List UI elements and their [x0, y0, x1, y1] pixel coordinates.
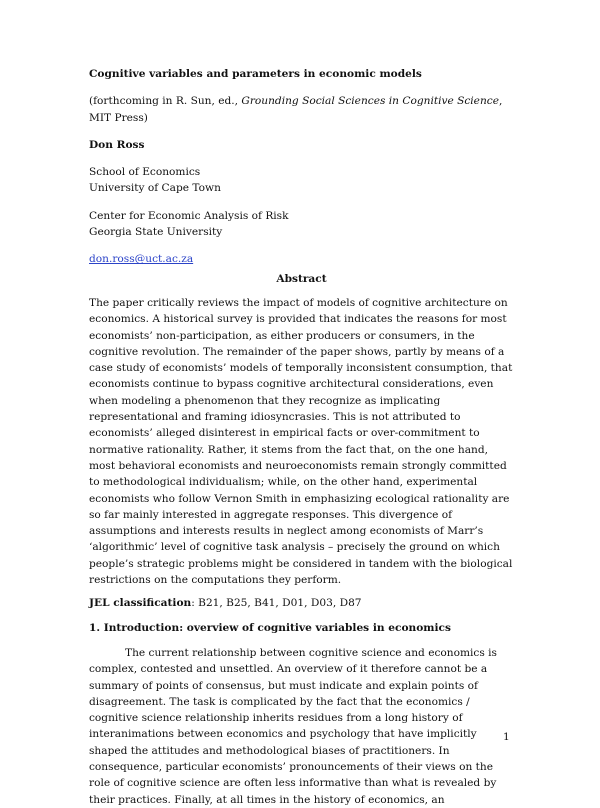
forthcoming-note — [89, 93, 514, 126]
page-content — [89, 66, 514, 808]
jel-label: JEL classification — [89, 597, 192, 610]
abstract-heading: Abstract — [276, 272, 327, 285]
affiliation-uct — [89, 164, 514, 197]
affiliation-uct-line1: School of Economics — [89, 166, 201, 179]
book-title: Grounding Social Sciences in Cognitive Science — [241, 95, 499, 108]
author-email-link[interactable]: don.ross@uct.ac.za — [89, 253, 194, 266]
jel-classification — [89, 595, 514, 611]
author-name: Don Ross — [89, 138, 145, 151]
abstract-text: The paper critically reviews the impact of models of cognitive architecture on economics. A historical survey is provided that indicates the reasons for most economists’ non-participation, as either producers or consumers, in the cognitive revolution. The remainder of the paper shows, partly by means of a case study of economists’ models of temporally inconsistent consumption, that economists continue to bypass cognitive architectural considerations, even when modeling a phenomenon that they recognize as implicating representational and framing idiosyncrasies. This is not attributed to economists’ alleged disinterest in empirical facts or over-commitment to normative rationality. Rather, it stems from the fact that, on the one hand, most behavioral economists and neuroeconomists remain strongly committed to methodological individualism; while, on the other hand, experimental economists who follow Vernon Smith in emphasizing ecological rationality are so far mainly interested in aggregate responses. This divergence of assumptions and interests results in neglect among economists of Marr’s ‘algorithmic’ level of cognitive task analysis – precisely the ground on which people’s strategic problems might be considered in tandem with the biological restrictions on the computations they perform. — [89, 296, 513, 587]
intro-paragraph: The current relationship between cognitive science and economics is complex, contested and unsettled. An overview of it therefore cannot be a summary of points of consensus, but must indicate and explain points of disagreement. The task is complicated by the fact that the economics / cognitive science relationship inherits residues from a long history of interanimations between economics and psychology that have implicitly shaped the attitudes and methodological biases of practitioners. In consequence, particular economists’ pronouncements of their views on the role of cognitive science are often less informative than what is revealed by their practices. Finally, at all times in the history of economics, an — [89, 646, 497, 806]
page-number: 1 — [503, 731, 510, 743]
affiliation-uct-line2: University of Cape Town — [89, 182, 221, 195]
paper-title: Cognitive variables and parameters in economic models — [89, 68, 422, 80]
affiliation-gsu — [89, 208, 514, 241]
affiliation-gsu-line2: Georgia State University — [89, 226, 223, 239]
section-heading: 1. Introduction: overview of cognitive variables in economics — [89, 621, 451, 634]
forthcoming-prefix: (forthcoming in R. Sun, ed., — [89, 95, 242, 108]
affiliation-gsu-line1: Center for Economic Analysis of Risk — [89, 209, 289, 222]
forthcoming-suffix: , MIT Press) — [89, 95, 503, 124]
jel-codes: : B21, B25, B41, D01, D03, D87 — [191, 597, 362, 610]
